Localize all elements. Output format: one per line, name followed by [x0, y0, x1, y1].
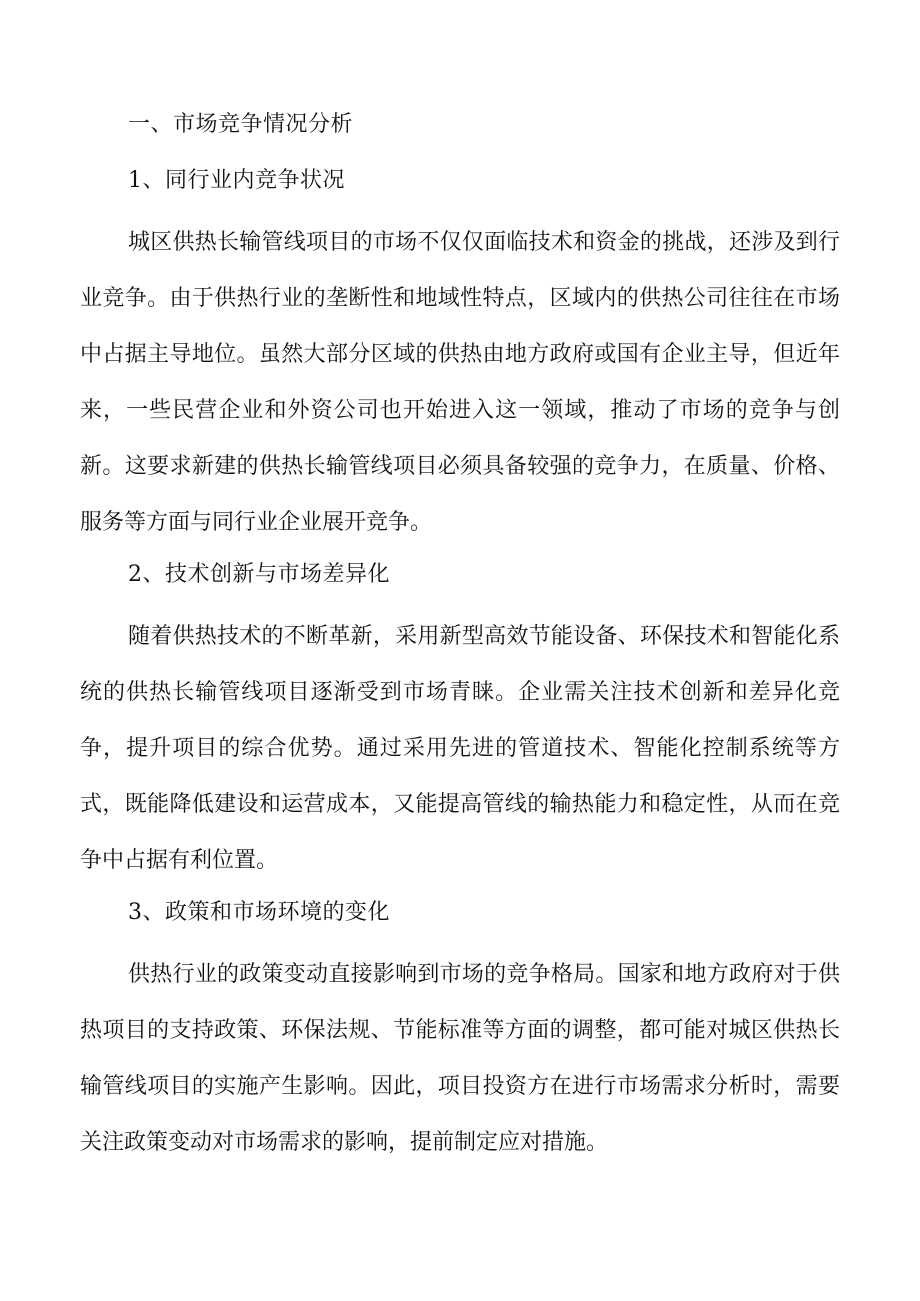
paragraph-competition: 城区供热长输管线项目的市场不仅仅面临技术和资金的挑战，还涉及到行业竞争。由于供热行业的垄断性和地域性特点，区域内的供热公司往往在市场中占据主导地位。虽然大部分区域的供热由地方政府或国有企业主导，但近年来，一些民营企业和外资公司也开始进入这一领域，推动了市场的竞争与创新。这要求新建的供热长输管线项目必须具备较强的竞争力，在质量、价格、服务等方面与同行业企业展开竞争。 — [80, 230, 840, 535]
subsection-heading-innovation: 2、技术创新与市场差异化 — [128, 562, 390, 587]
section-title: 一、市场竞争情况分析 — [128, 112, 354, 137]
paragraph-innovation: 随着供热技术的不断革新，采用新型高效节能设备、环保技术和智能化系统的供热长输管线项目逐渐受到市场青睐。企业需关注技术创新和差异化竞争，提升项目的综合优势。通过采用先进的管道技术、智能化控制系统等方式，既能降低建设和运营成本，又能提高管线的输热能力和稳定性，从而在竞争中占据有利位置。 — [80, 624, 840, 873]
paragraph-policy: 供热行业的政策变动直接影响到市场的竞争格局。国家和地方政府对于供热项目的支持政策、环保法规、节能标准等方面的调整，都可能对城区供热长输管线项目的实施产生影响。因此，项目投资方在进行市场需求分析时，需要关注政策变动对市场需求的影响，提前制定应对措施。 — [80, 962, 840, 1155]
subsection-heading-policy: 3、政策和市场环境的变化 — [128, 900, 390, 925]
subsection-heading-competition: 1、同行业内竞争状况 — [128, 168, 345, 193]
